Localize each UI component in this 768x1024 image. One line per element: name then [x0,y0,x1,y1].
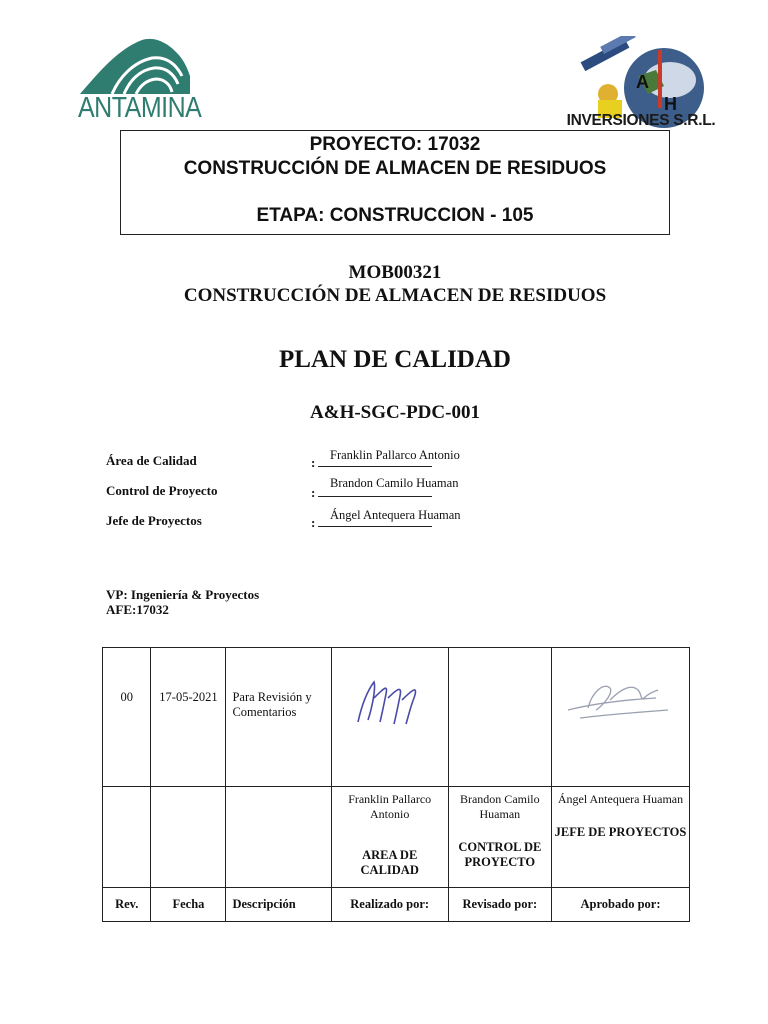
ah-inversiones-logo-text: INVERSIONES S.R.L. [566,112,716,129]
signature-cell-aprobado [551,648,689,787]
field-underline [318,466,432,467]
signer-role: CONTROL DE PROYECTO [458,840,542,869]
signer-name: Brandon Camilo Huaman [459,792,540,821]
ah-letters-a: A [636,72,649,92]
signature-franklin-icon [332,648,448,744]
header-fecha: Fecha [151,888,226,922]
project-title: CONSTRUCCIÓN DE ALMACEN DE RESIDUOS [183,158,607,179]
ah-letters-h: H [664,94,677,114]
signer-name: Franklin Pallarco Antonio [348,792,432,821]
signature-angel-icon [552,648,689,744]
date-cell: 17-05-2021 [151,648,226,787]
header-rev: Rev. [103,888,151,922]
signer-name: Ángel Antequera Huaman [557,792,684,806]
field-label-area-calidad: Área de Calidad [106,453,197,468]
antamina-logo-text: ANTAMINA [78,91,202,125]
document-title: PLAN DE CALIDAD [279,346,511,373]
header-revisado: Revisado por: [448,888,551,922]
field-colon: : [311,455,316,470]
project-stage: ETAPA: CONSTRUCCION - 105 [256,205,534,226]
table-row [103,648,690,787]
signer-role: JEFE DE PROYECTOS [554,825,687,839]
field-value-jefe-proyectos: Ángel Antequera Huaman [330,508,461,522]
header-aprobado: Aprobado por: [551,888,689,922]
signer-revisado [448,787,551,888]
signature-cell-realizado [331,648,448,787]
revision-table [102,647,690,922]
header-descripcion: Descripción [226,888,331,922]
rev-cell: 00 [103,648,151,787]
field-colon: : [311,485,316,500]
table-row [103,787,690,888]
afe-label: AFE:17032 [106,602,169,617]
field-underline [318,526,432,527]
document-reference-code: A&H-SGC-PDC-001 [310,402,480,423]
field-colon: : [311,515,316,530]
document-code: MOB00321 [348,262,442,283]
project-number: PROYECTO: 17032 [309,134,481,155]
signer-realizado [331,787,448,888]
vp-label: VP: Ingeniería & Proyectos [106,587,260,602]
document-subtitle: CONSTRUCCIÓN DE ALMACEN DE RESIDUOS [183,285,607,306]
description-cell: Para Revisión y Comentarios [226,648,331,787]
field-label-control-proyecto: Control de Proyecto [106,483,218,498]
field-underline [318,496,432,497]
signer-role: AREA DE CALIDAD [360,848,419,877]
field-label-jefe-proyectos: Jefe de Proyectos [106,513,202,528]
field-value-control-proyecto: Brandon Camilo Huaman [330,476,459,490]
signer-aprobado [551,787,689,888]
project-box [120,130,670,235]
field-value-area-calidad: Franklin Pallarco Antonio [330,448,460,462]
table-header-row [103,888,690,922]
header-realizado: Realizado por: [331,888,448,922]
signature-cell-revisado [448,648,551,787]
